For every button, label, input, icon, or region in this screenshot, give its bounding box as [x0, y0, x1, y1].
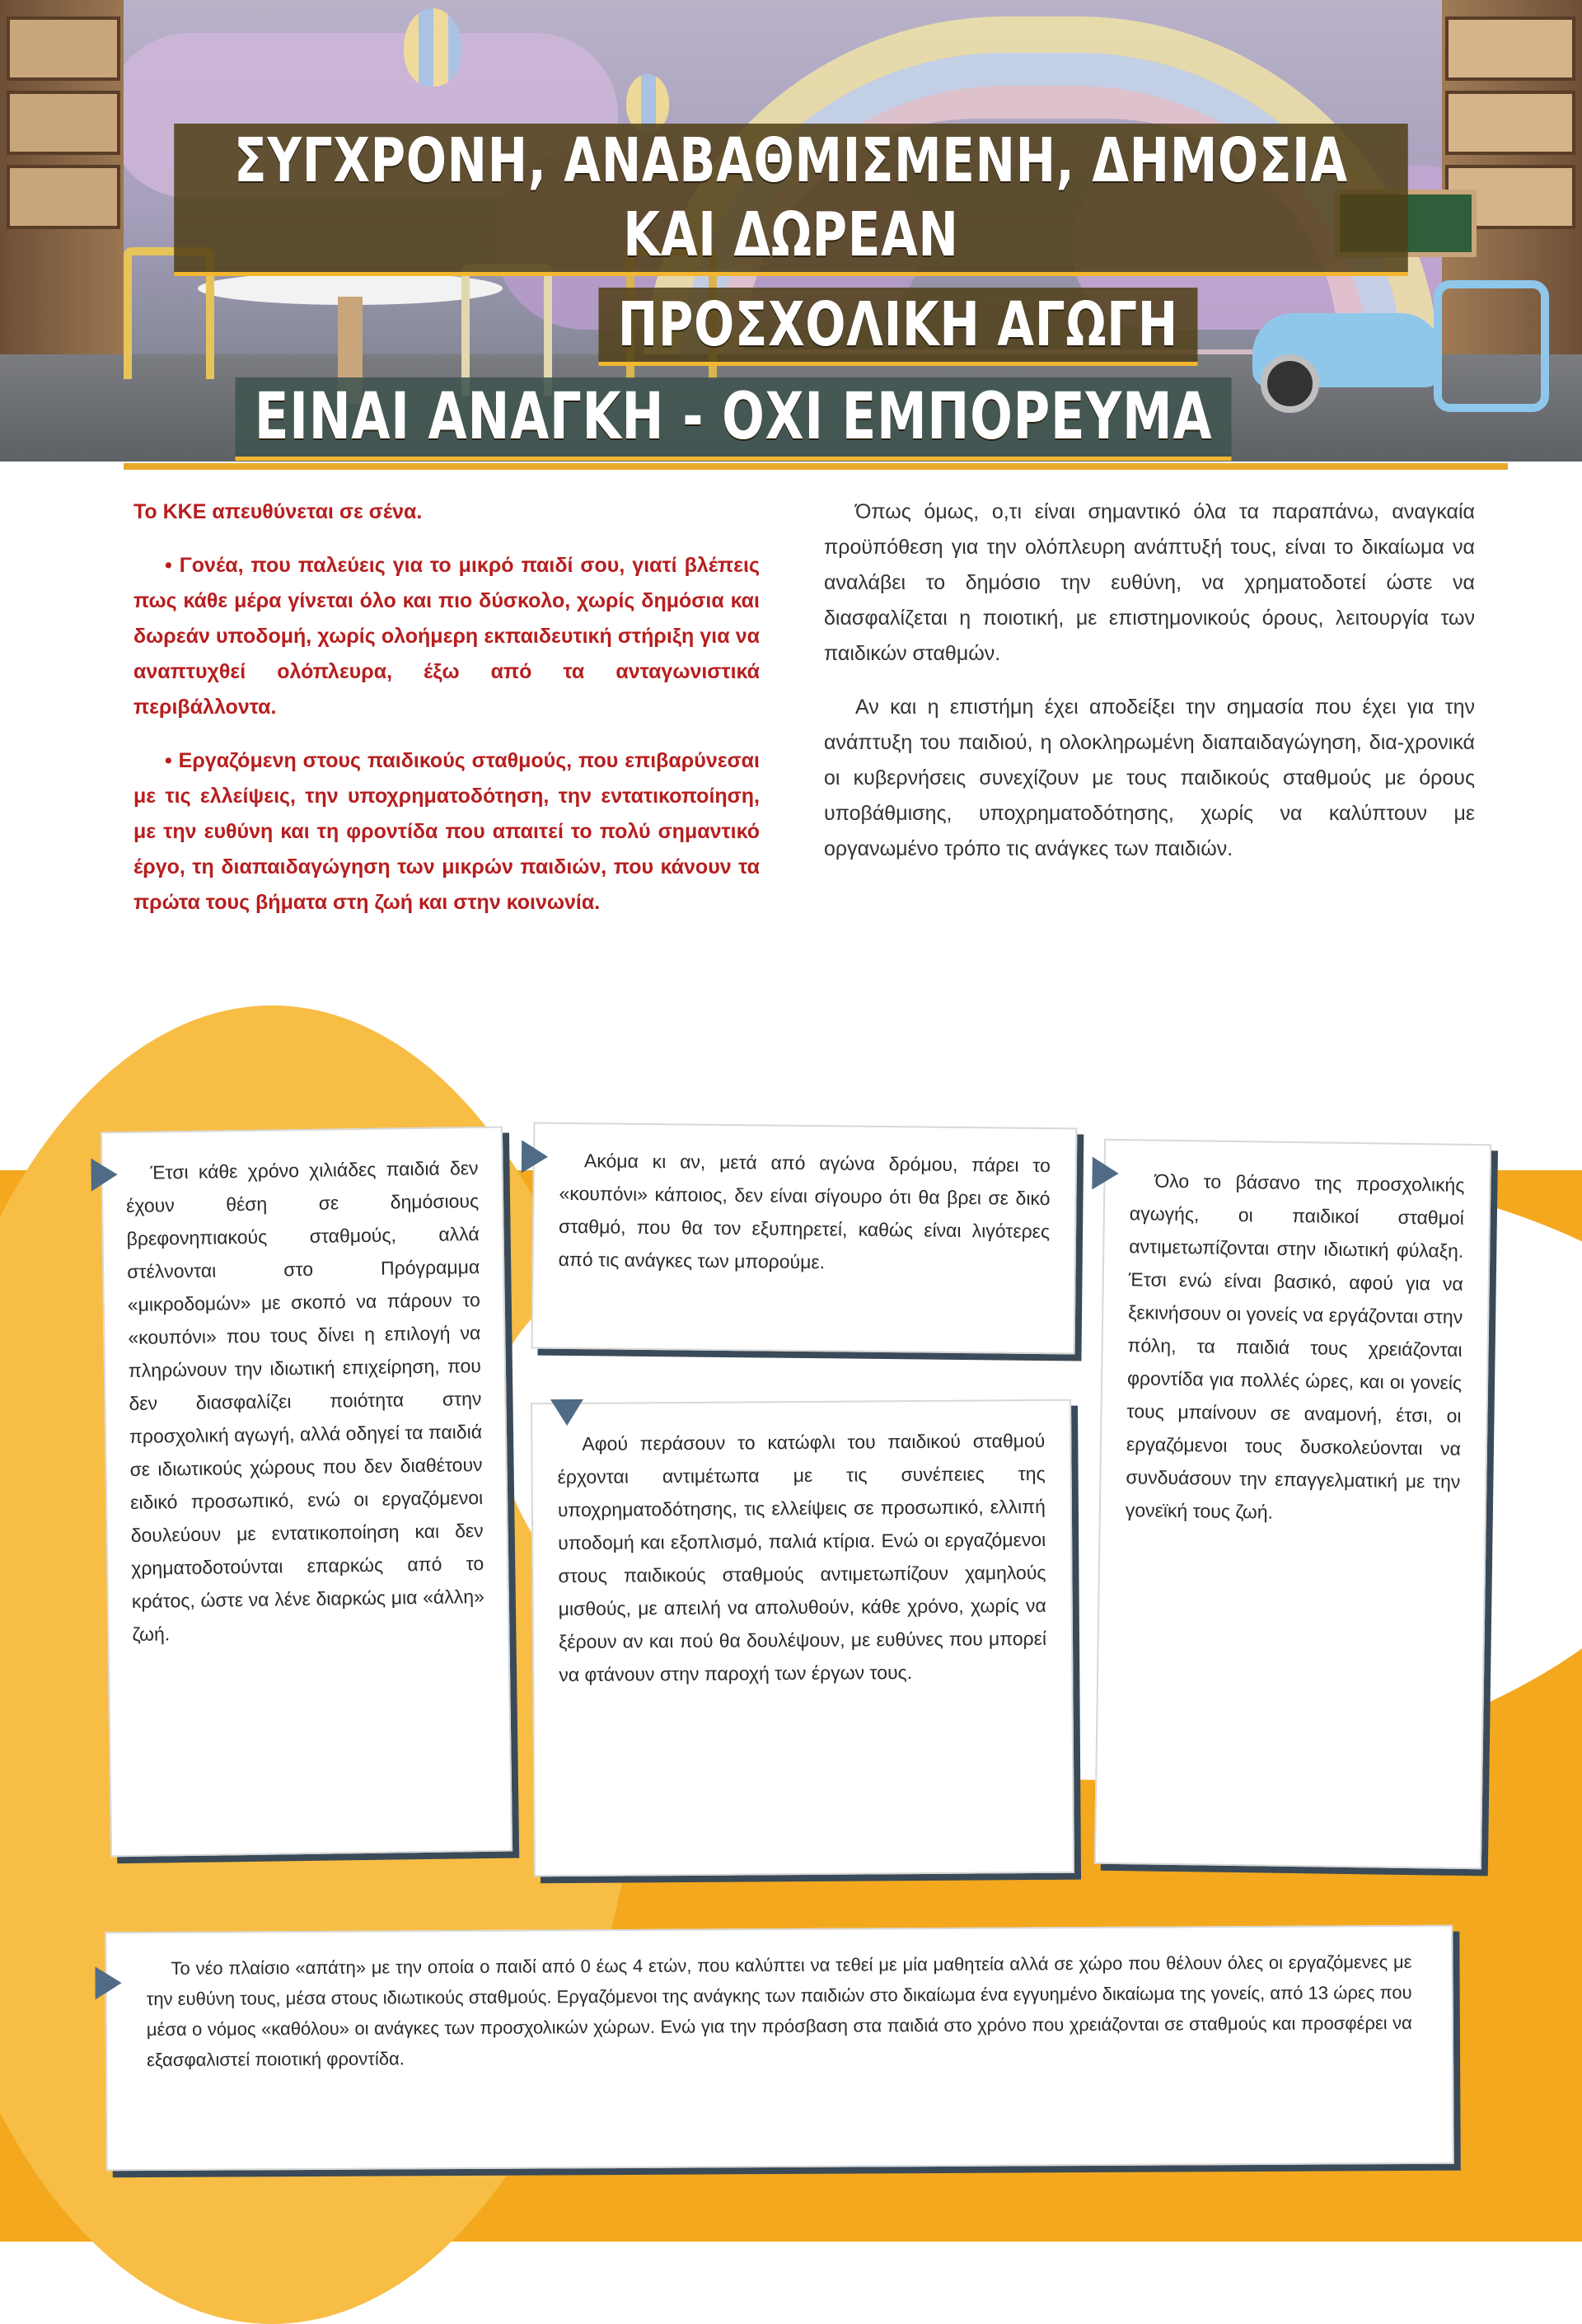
box-text: Αφού περάσουν το κατώφλι του παιδικού σταθμού έρχονται αντιμέτωπα με τις συνέπειες της υποχρηματοδότησης, τις ελλείψεις σε προσωπικό, ελλιπή υποδομή και εξοπλισμό, παλιά κτίρια. Ενώ οι εργαζόμενοι στους παιδικούς σταθμούς αντιμετωπίζουν χαμηλούς μισθούς, με απειλή να απολυθούν, κάθε χρόνο, χωρίς να ξέρουν αν και πού θα δουλέψουν, με ευθύνες που μπορεί να φτάνουν στην παροχή των έργων τους. [557, 1429, 1047, 1686]
title-line-1: ΣΥΓΧΡΟΝΗ, ΑΝΑΒΑΘΜΙΣΜΕΝΗ, ΔΗΜΟΣΙΑ ΚΑΙ ΔΩΡΕΑΝ [174, 124, 1408, 276]
intro-paragraph: Αν και η επιστήμη έχει αποδείξει την σημασία που έχει για την ανάπτυξη του παιδιού, η ολοκληρωμένη διαπαιδαγώγηση, δια-χρονικά οι κυβερνήσεις συνεχίζουν με τους παιδικούς σταθμούς με όρους υποβάθμισης, υποχρηματοδότησης, χωρίς να καλύπτουν με οργανωμένο τρόπο τις ανάγκες των παιδιών. [824, 696, 1475, 860]
triangle-marker-icon [522, 1140, 548, 1173]
triangle-marker-icon [95, 1966, 121, 1999]
info-box-1 [101, 1127, 513, 1858]
hero-title [0, 124, 1582, 472]
intro-paragraph: • Γονέα, που παλεύεις για το μικρό παιδί σου, γιατί βλέπεις πως κάθε μέρα γίνεται όλο και πιο δύσκολο, χωρίς δημόσια και δωρεάν υποδομή, χωρίς ολοήμερη εκπαιδευτική στήριξη για να αναπτυχθεί ολόπλευρα, έξω από τα ανταγωνιστικά περιβάλλοντα. [133, 554, 760, 719]
triangle-marker-icon [1092, 1157, 1119, 1190]
title-line-2: ΠΡΟΣΧΟΛΙΚΗ ΑΓΩΓΗ [599, 288, 1198, 366]
intro-left-column [133, 494, 760, 939]
info-box-3 [531, 1399, 1074, 1877]
box-text: Το νέο πλαίσιο «απάτη» με την οποία ο παιδί από 0 έως 4 ετών, που καλύπτει να τεθεί με μία μαθητεία αλλά σε χώρο που θέλουν όλες οι εργαζόμενες με την ευθύνη τους, μέσα στους ιδιωτικούς σταθμούς. Εργαζόμενοι της ανάγκης των παιδιών στο δικαίωμα ένα εγγυημένο δικαίωμα της γονείς, από 13 ώρες που μέσα ο νόμος «καθόλου» οι ανάγκες των προσχολικών χώρων. Ενώ για την πρόσβαση στα παιδιά στο χρόνο που χρειάζονται σε σταθμούς και προσφέρει να εξασφαλιστεί ποιοτική φροντίδα. [146, 1951, 1412, 2071]
gold-divider [124, 463, 1508, 470]
box-text: Έτσι κάθε χρόνο χιλιάδες παιδιά δεν έχουν θέση σε δημόσιους βρεφονηπιακούς σταθμούς, αλλά στέλνονται στο Πρόγραμμα «μικροδομών» με σκοπό να πάρουν το «κουπόνι» που τους δίνει η επιλογή να πληρώνουν την ιδιωτική επιχείρηση, που δεν διασφαλίζει ποιότητα στην προσχολική αγωγή, αλλά οδηγεί τα παιδιά σε ιδιωτικούς χώρους που δεν διαθέτουν ειδικό προσωπικό, ενώ οι εργαζόμενοι δουλεύουν με εντατικοποίηση και δεν χρηματοδοτούνται επαρκώς από το κράτος, ώστε να λένε διαρκώς μια «άλλη» ζωή. [125, 1157, 484, 1645]
triangle-marker-icon [91, 1158, 118, 1191]
info-box-5 [105, 1925, 1453, 2172]
info-box-4 [1094, 1139, 1491, 1869]
balloon-icon [404, 8, 461, 87]
intro-paragraph: • Εργαζόμενη στους παιδικούς σταθμούς, που επιβαρύνεσαι με τις ελλείψεις, την υποχρηματοδότηση, την εντατικοποίηση, με την ευθύνη και τη φροντίδα που απαιτεί το πολύ σημαντικό έργο, τη διαπαιδαγώγηση των μικρών παιδιών, που κάνουν τα πρώτα τους βήματα στη ζωή και στην κοινωνία. [133, 749, 760, 914]
intro-lead: Το ΚΚΕ απευθύνεται σε σένα. [133, 500, 423, 523]
info-box-2 [531, 1122, 1078, 1355]
intro-right-column [824, 494, 1475, 885]
title-line-3: ΕΙΝΑΙ ΑΝΑΓΚΗ - ΟΧΙ ΕΜΠΟΡΕΥΜΑ [235, 377, 1231, 461]
triangle-marker-icon [550, 1399, 583, 1426]
intro-paragraph: Όπως όμως, ο,τι είναι σημαντικό όλα τα παραπάνω, αναγκαία προϋπόθεση για την ολόπλευρη ανάπτυξή τους, είναι το δικαίωμα να αναλάβει το δημόσιο την ευθύνη, να χρηματοδοτεί ώστε να διασφαλίζεται η ποιοτική, με επιστημονικούς όρους, λειτουργία των παιδικών σταθμών. [824, 500, 1475, 665]
box-text: Ακόμα κι αν, μετά από αγώνα δρόμου, πάρει το «κουπόνι» κάποιος, δεν είναι σίγουρο ότι θα βρει σε δικό σταθμό, που θα τον εξυπηρετεί, καθώς είναι λιγότερες από τις ανάγκες των μπορούμε. [558, 1150, 1051, 1273]
box-text: Όλο το βάσανο της προσχολικής αγωγής, οι παιδικοί σταθμοί αντιμετωπίζονται στην ιδιωτική φύλαξη. Έτσι ενώ είναι βασικό, αφού για να ξεκινήσουν οι γονείς να εργάζονται στην πόλη, τα παιδιά τους χρειάζονται φροντίδα για πολλές ώρες, και οι γονείς τους μπαίνουν σε αναμονή, έτσι, οι εργαζόμενοι τους δυσκολεύονται να συνδυάσουν την επαγγελματική με την γονεϊκή τους ζωή. [1125, 1169, 1465, 1523]
